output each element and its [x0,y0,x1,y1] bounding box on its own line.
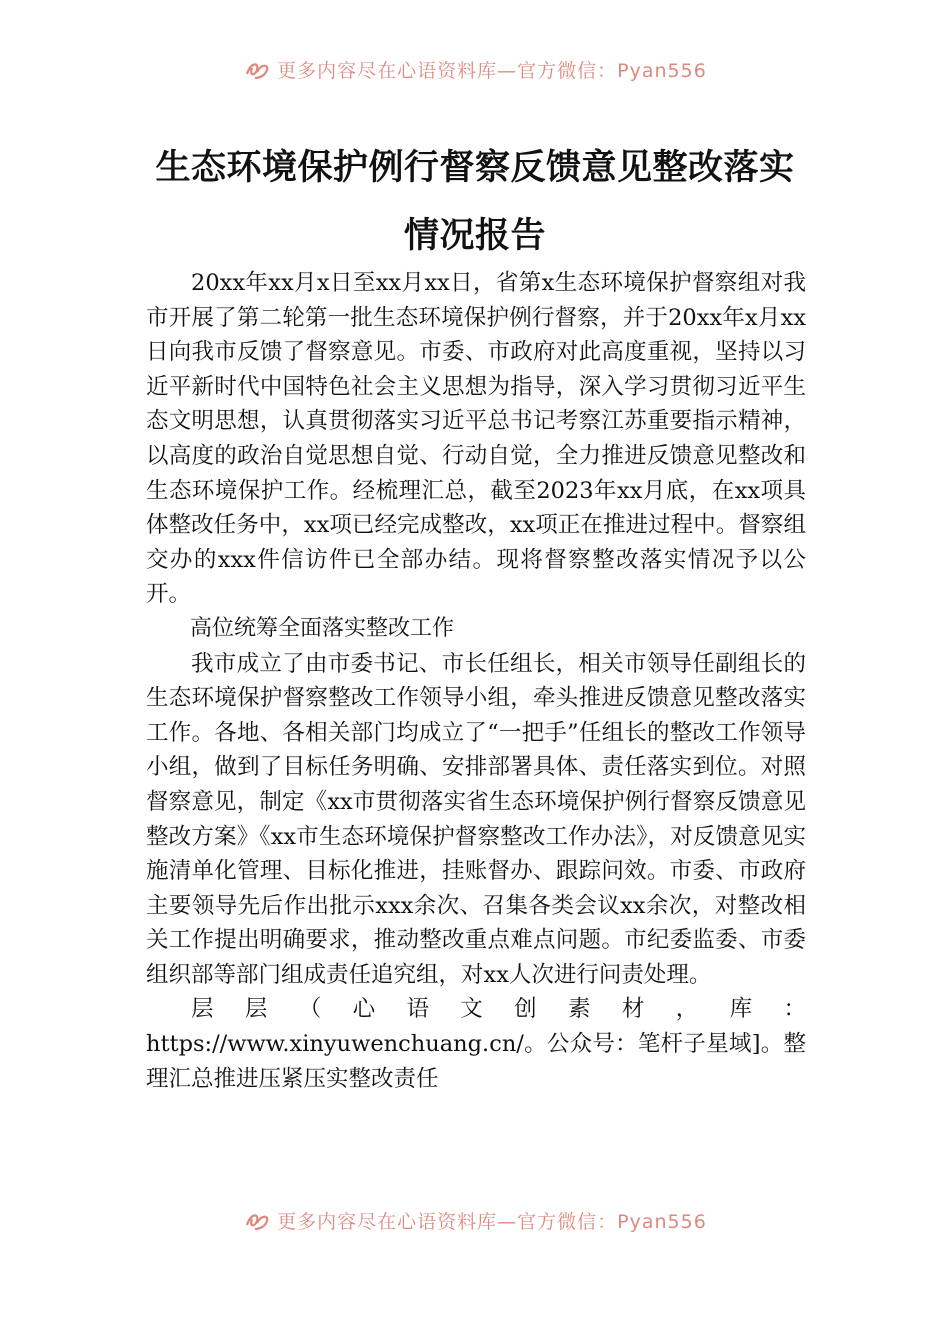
section-heading: 高位统筹全面落实整改工作 [190,615,455,641]
watermark-top [0,56,950,82]
watermark-bottom [0,1207,950,1233]
document-title-line-2: 情况报告 [403,215,546,256]
document-body [146,266,806,1096]
document-title-line-1: 生态环境保护例行督察反馈意见整改落实 [155,147,795,188]
paragraph-body: 我市成立了由市委书记、市长任组长，相关市领导任副组长的生态环境保护督察整改工作领导小组，牵头推进反馈意见整改落实工作。各地、各相关部门均成立了“一把手”任组长的整改工作领导小组，做到了目标任务明确、安排部署具体、责任落实到位。对照督察意见，制定《xx市贯彻落实省生态环境保护例行督察反馈意见整改方案》《xx市生态环境保护督察整改工作办法》，对反馈意见实施清单化管理、目标化推进，挂账督办、跟踪问效。市委、市政府主要领导先后作出批示xxx余次、召集各类会议xx余次，对整改相关工作提出明确要求，推动整改重点难点问题。市纪委监委、市委组织部等部门组成责任追究组，对xx人次进行问责处理。 [146,650,806,988]
watermark-text: 更多内容尽在心语资料库—官方微信：Pyan556 [277,59,707,82]
logo-icon [243,1209,273,1231]
logo-icon [243,58,273,80]
watermark-text: 更多内容尽在心语资料库—官方微信：Pyan556 [277,1210,707,1233]
paragraph-closing: 层层（心语文创素材，库：https://www.xinyuwenchuang.cn/。公众号：笔杆子星域]。整理汇总推进压紧压实整改责任 [146,996,806,1092]
paragraph-intro: 20xx年xx月x日至xx月xx日，省第x生态环境保护督察组对我市开展了第二轮第一批生态环境保护例行督察，并于20xx年x月xx日向我市反馈了督察意见。市委、市政府对此高度重视，坚持以习近平新时代中国特色社会主义思想为指导，深入学习贯彻习近平生态文明思想，认真贯彻落实习近平总书记考察江苏重要指示精神，以高度的政治自觉思想自觉、行动自觉，全力推进反馈意见整改和生态环境保护工作。经梳理汇总，截至2023年xx月底，在xx项具体整改任务中，xx项已经完成整改，xx项正在推进过程中。督察组交办的xxx件信访件已全部办结。现将督察整改落实情况予以公开。 [146,270,806,608]
